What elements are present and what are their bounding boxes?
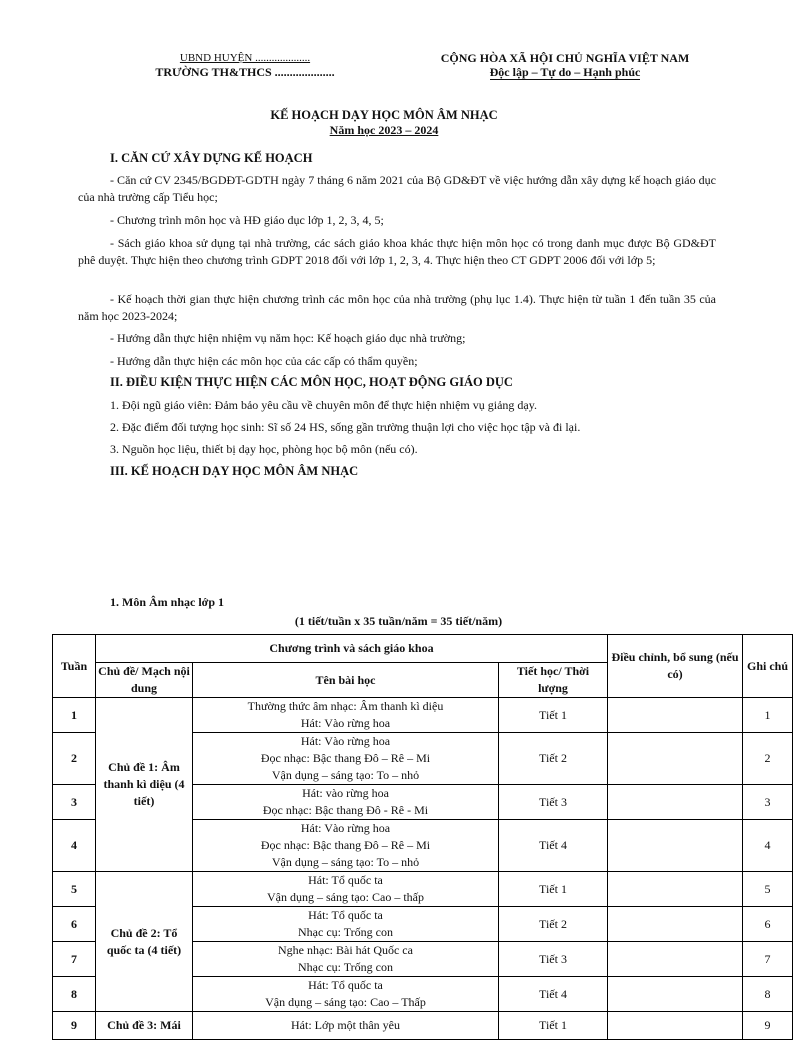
topic-cell: Chủ đề 3: Mái — [96, 1012, 193, 1040]
district-label: UBND HUYỆN .................... — [179, 52, 311, 64]
adjust-cell — [608, 698, 743, 733]
week-cell: 4 — [53, 820, 96, 872]
table-row — [53, 698, 793, 733]
period-cell: Tiết 4 — [499, 977, 608, 1012]
section-1-para-3: - Sách giáo khoa sử dụng tại nhà trường, các sách giáo khoa khác thực hiện môn học có trong danh mục được Bộ GD&ĐT phê duyệt. Thực hiện theo chương trình GDPT 2018 đối với lớp 1, 2, 3, 4. Thực hiện theo CT GDPT 2006 đối với lớp 5; — [78, 236, 716, 267]
header-period: Tiết học/ Thời lượng — [499, 663, 608, 698]
lesson-line: Thường thức âm nhạc: Âm thanh kì diệu — [247, 699, 444, 713]
table-row — [53, 1012, 793, 1040]
period-cell: Tiết 4 — [499, 820, 608, 872]
adjust-cell — [608, 1012, 743, 1040]
topic-cell: Chủ đề 2: Tổ quốc ta (4 tiết) — [96, 872, 193, 1012]
national-title: CỘNG HÒA XÃ HỘI CHỦ NGHĨA VIỆT NAM — [440, 51, 690, 65]
adjust-cell — [608, 820, 743, 872]
lesson-cell — [193, 733, 499, 785]
lesson-line: Hát: Vào rừng hoa — [300, 734, 391, 748]
lesson-line: Hát: vào rừng hoa — [302, 786, 389, 800]
note-cell: 1 — [743, 698, 793, 733]
period-note: (1 tiết/tuần x 35 tuần/năm = 35 tiết/năm) — [294, 614, 503, 628]
lesson-line: Hát: Tổ quốc ta — [308, 873, 383, 887]
lesson-line: Nghe nhạc: Bài hát Quốc ca — [278, 943, 413, 957]
note-cell: 8 — [743, 977, 793, 1012]
period-cell: Tiết 3 — [499, 942, 608, 977]
section-2-item-2: 2. Đặc điểm đối tượng học sinh: Sĩ số 24 HS, sống gần trường thuận lợi cho việc học tập và đi lại. — [110, 420, 581, 434]
topic-cell: Chủ đề 1: Âm thanh kì diệu (4 tiết) — [96, 698, 193, 872]
section-2-item-1: 1. Đội ngũ giáo viên: Đảm bảo yêu cầu về chuyên môn để thực hiện nhiệm vụ giảng dạy. — [110, 398, 537, 412]
adjust-cell — [608, 785, 743, 820]
lesson-line: Vận dụng – sáng tạo: Cao – thấp — [267, 890, 424, 904]
week-cell: 8 — [53, 977, 96, 1012]
lesson-cell — [193, 977, 499, 1012]
period-cell: Tiết 1 — [499, 698, 608, 733]
lesson-line: Nhạc cụ: Trống con — [298, 960, 393, 974]
lesson-cell — [193, 872, 499, 907]
lesson-cell — [193, 907, 499, 942]
header-program: Chương trình và sách giáo khoa — [96, 635, 608, 663]
grade-1-heading: 1. Môn Âm nhạc lớp 1 — [110, 595, 224, 609]
note-cell: 6 — [743, 907, 793, 942]
section-1-para-4: - Kế hoạch thời gian thực hiện chương trình các môn học của nhà trường (phụ lục 1.4). Thực hiện từ tuần 1 đến tuần 35 của năm học 2023-2024; — [78, 292, 716, 323]
plan-title: KẾ HOẠCH DẠY HỌC MÔN ÂM NHẠC — [270, 108, 498, 122]
table-row — [53, 872, 793, 907]
lesson-cell — [193, 698, 499, 733]
lesson-line: Vận dụng – sáng tạo: To – nhỏ — [271, 768, 420, 782]
header-left — [130, 51, 360, 79]
lesson-line: Đọc nhạc: Bậc thang Đô – Rê – Mi — [260, 751, 431, 765]
school-year: Năm học 2023 – 2024 — [329, 123, 439, 137]
section-1-para-1: - Căn cứ CV 2345/BGDĐT-GDTH ngày 7 tháng 6 năm 2021 của Bộ GD&ĐT về việc hướng dẫn xây dựng kế hoạch giáo dục của nhà trường cấp Tiểu học; — [78, 173, 716, 204]
lesson-line: Hát: Vào rừng hoa — [300, 716, 391, 730]
note-cell: 4 — [743, 820, 793, 872]
note-cell: 7 — [743, 942, 793, 977]
section-1-para-5: - Hướng dẫn thực hiện nhiệm vụ năm học: Kế hoạch giáo dục nhà trường; — [110, 331, 466, 345]
lesson-line: Vận dụng – sáng tạo: Cao – Thấp — [265, 995, 426, 1009]
week-cell: 3 — [53, 785, 96, 820]
note-cell: 5 — [743, 872, 793, 907]
lesson-line: Nhạc cụ: Trống con — [298, 925, 393, 939]
adjust-cell — [608, 977, 743, 1012]
note-cell: 2 — [743, 733, 793, 785]
lesson-cell — [193, 785, 499, 820]
header-topic: Chủ đề/ Mạch nội dung — [96, 663, 193, 698]
week-cell: 5 — [53, 872, 96, 907]
lesson-line: Hát: Tổ quốc ta — [308, 978, 383, 992]
document-title — [0, 108, 768, 138]
week-cell: 7 — [53, 942, 96, 977]
adjust-cell — [608, 872, 743, 907]
header-right — [420, 51, 710, 80]
section-1-para-6: - Hướng dẫn thực hiện các môn học của các cấp có thẩm quyền; — [110, 354, 418, 368]
school-label: TRƯỜNG TH&THCS .................... — [155, 65, 335, 79]
note-cell: 3 — [743, 785, 793, 820]
lesson-line: Hát: Lớp một thân yêu — [291, 1018, 400, 1032]
week-cell: 2 — [53, 733, 96, 785]
section-3-heading: III. KẾ HOẠCH DẠY HỌC MÔN ÂM NHẠC — [110, 464, 359, 478]
lesson-line: Đọc nhạc: Bậc thang Đô – Rê – Mi — [260, 838, 431, 852]
lesson-line: Hát: Tổ quốc ta — [308, 908, 383, 922]
section-2-heading: II. ĐIỀU KIỆN THỰC HIỆN CÁC MÔN HỌC, HOẠT ĐỘNG GIÁO DỤC — [110, 375, 513, 389]
header-adjust: Điều chỉnh, bổ sung (nếu có) — [608, 635, 743, 698]
period-cell: Tiết 3 — [499, 785, 608, 820]
week-cell: 6 — [53, 907, 96, 942]
header-lesson: Tên bài học — [193, 663, 499, 698]
period-cell: Tiết 1 — [499, 1012, 608, 1040]
note-cell: 9 — [743, 1012, 793, 1040]
lesson-cell — [193, 942, 499, 977]
adjust-cell — [608, 942, 743, 977]
adjust-cell — [608, 733, 743, 785]
lesson-line: Hát: Vào rừng hoa — [300, 821, 391, 835]
week-cell: 1 — [53, 698, 96, 733]
adjust-cell — [608, 907, 743, 942]
national-motto: Độc lập – Tự do – Hạnh phúc — [489, 65, 641, 79]
week-cell: 9 — [53, 1012, 96, 1040]
period-cell: Tiết 1 — [499, 872, 608, 907]
lesson-cell — [193, 1012, 499, 1040]
section-2-item-3: 3. Nguồn học liệu, thiết bị dạy học, phòng học bộ môn (nếu có). — [110, 442, 418, 456]
lesson-plan-table — [52, 634, 793, 1040]
period-cell: Tiết 2 — [499, 733, 608, 785]
lesson-cell — [193, 820, 499, 872]
section-1-para-2: - Chương trình môn học và HĐ giáo dục lớp 1, 2, 3, 4, 5; — [110, 213, 384, 227]
lesson-line: Đọc nhạc: Bậc thang Đô - Rê - Mi — [262, 803, 429, 817]
header-note: Ghi chú — [743, 635, 793, 698]
period-cell: Tiết 2 — [499, 907, 608, 942]
header-week: Tuần — [53, 635, 96, 698]
section-1-heading: I. CĂN CỨ XÂY DỰNG KẾ HOẠCH — [110, 151, 313, 165]
lesson-line: Vận dụng – sáng tạo: To – nhỏ — [271, 855, 420, 869]
